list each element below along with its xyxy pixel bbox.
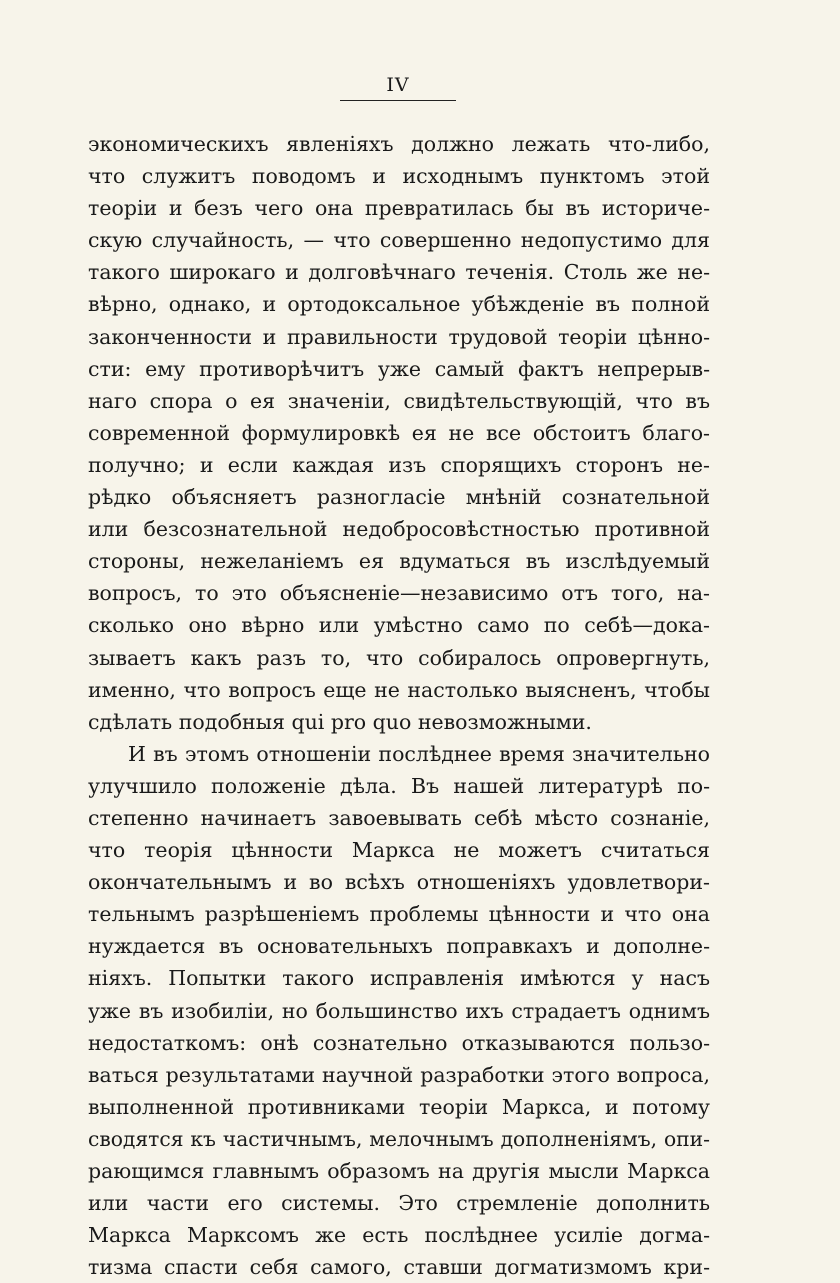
text-line: нуждается въ основательныхъ поправкахъ и дополне- xyxy=(88,934,710,959)
text-line: недостаткомъ: онѣ сознательно отказываются пользо- xyxy=(88,1030,710,1055)
paragraph-2 xyxy=(88,738,710,1283)
text-line: ваться результатами научной разработки этого вопроса, xyxy=(88,1062,710,1087)
text-line: экономическихъ явленіяхъ должно лежать что-либо, xyxy=(88,132,710,156)
text-line: сводятся къ частичнымъ, мелочнымъ дополненіямъ, опи- xyxy=(88,1126,710,1151)
text-line: сти: ему противорѣчитъ уже самый фактъ непрерыв- xyxy=(88,356,710,381)
text-line: рѣдко объясняетъ разногласіе мнѣній сознательной xyxy=(88,485,710,510)
text-line: зываетъ какъ разъ то, что собиралось опровергнуть, xyxy=(88,645,710,670)
text-line: что служитъ поводомъ и исходнымъ пунктомъ этой xyxy=(88,164,710,189)
text-line: такого широкаго и долговѣчнаго теченія. Столь же не- xyxy=(88,260,710,285)
text-line: рающимся главнымъ образомъ на другія мысли Маркса xyxy=(88,1159,710,1183)
page-number: IV xyxy=(386,74,410,96)
body-text xyxy=(88,128,710,1283)
paragraph-1 xyxy=(88,128,710,738)
text-line: теоріи и безъ чего она превратилась бы въ историче- xyxy=(88,196,710,221)
page-number-rule xyxy=(340,100,456,101)
text-line: сколько оно вѣрно или умѣстно само по себѣ—дока- xyxy=(88,613,710,638)
text-line: степенно начинаетъ завоевывать себѣ мѣсто сознаніе, xyxy=(88,805,710,830)
text-line: Маркса Марксомъ же есть послѣднее усиліе догма- xyxy=(88,1223,710,1248)
text-line: или безсознательной недобросовѣстностью противной xyxy=(88,517,710,542)
text-line: И въ этомъ отношеніи послѣднее время значительно xyxy=(128,741,710,766)
text-line: наго спора о ея значеніи, свидѣтельствующій, что въ xyxy=(88,388,710,413)
text-line: вѣрно, однако, и ортодоксальное убѣжденіе въ полной xyxy=(88,292,710,317)
text-line: стороны, нежеланіемъ ея вдуматься въ изслѣдуемый xyxy=(88,549,710,574)
text-line: ніяхъ. Попытки такого исправленія имѣются у насъ xyxy=(88,966,710,991)
text-line: получно; и если каждая изъ спорящихъ сторонъ не- xyxy=(88,452,710,477)
text-line: или части его системы. Это стремленіе дополнить xyxy=(88,1191,710,1216)
text-line: скую случайность, — что совершенно недопустимо для xyxy=(88,228,710,253)
text-line: что теорія цѣнности Маркса не можетъ считаться xyxy=(88,838,710,863)
text-line: улучшило положеніе дѣла. Въ нашей литературѣ по- xyxy=(88,773,710,798)
text-line: тизма спасти себя самого, ставши догматизмомъ кри- xyxy=(88,1255,710,1280)
text-line: законченности и правильности трудовой теоріи цѣнно- xyxy=(88,324,710,349)
text-line: уже въ изобиліи, но большинство ихъ страдаетъ однимъ xyxy=(88,998,710,1023)
text-line: окончательнымъ и во всѣхъ отношеніяхъ удовлетвори- xyxy=(88,870,710,895)
text-line: выполненной противниками теоріи Маркса, и потому xyxy=(88,1094,710,1119)
text-line: сдѣлать подобныя qui pro quo невозможными. xyxy=(88,709,592,734)
text-line: тельнымъ разрѣшеніемъ проблемы цѣнности и что она xyxy=(88,902,710,927)
text-line: именно, что вопросъ еще не настолько выясненъ, чтобы xyxy=(88,677,710,702)
text-line: современной формулировкѣ ея не все обстоитъ благо- xyxy=(88,420,710,445)
text-line: вопросъ, то это объясненіе—независимо отъ того, на- xyxy=(88,581,710,606)
